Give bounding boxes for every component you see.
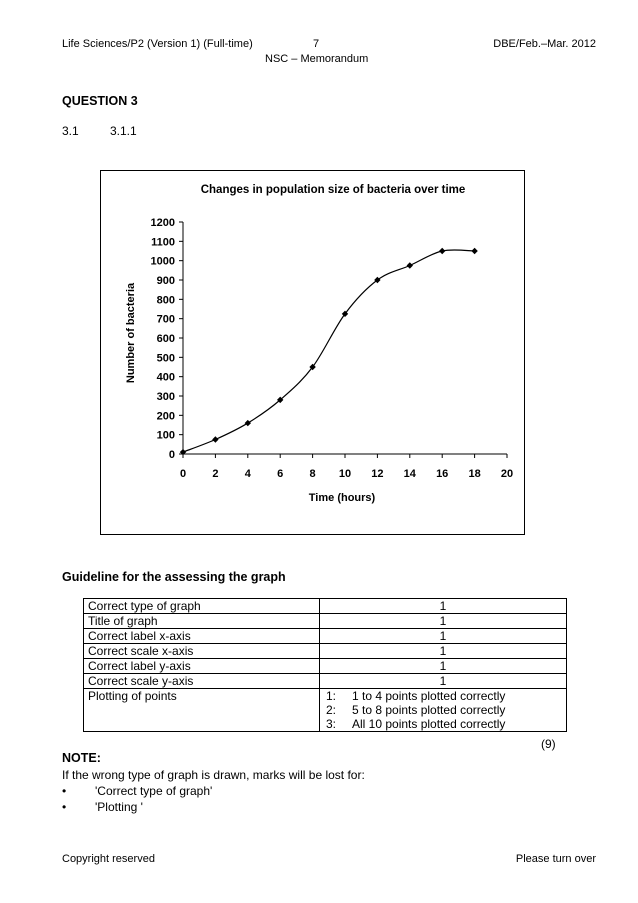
criterion-cell: Plotting of points: [84, 689, 320, 732]
x-tick-label: 14: [403, 468, 416, 480]
y-tick-label: 600: [156, 333, 175, 345]
y-tick-label: 400: [156, 371, 175, 384]
mark-cell: 1: [320, 659, 567, 674]
x-axis-label: Time (hours): [308, 492, 376, 504]
y-tick-label: 0: [168, 449, 175, 461]
criterion-cell: Title of graph: [84, 614, 320, 629]
mark-cell: 1: [320, 644, 567, 659]
guideline-row: [84, 599, 567, 614]
data-point: [212, 436, 218, 442]
guideline-row-plotting: [84, 689, 567, 732]
total-marks: (9): [541, 737, 556, 751]
y-tick-label: 300: [156, 391, 175, 403]
bullet-icon: •: [62, 784, 67, 798]
page-number: 7: [313, 38, 320, 50]
data-point: [407, 262, 413, 268]
plotting-level: [324, 717, 562, 731]
chart-title: Changes in population size of bacteria over time: [200, 184, 466, 196]
plotting-level-text: 5 to 8 points plotted correctly: [352, 703, 506, 717]
plotting-levels-cell: [320, 689, 567, 732]
population-chart: [101, 171, 526, 536]
data-point: [439, 248, 445, 254]
plotting-level-num: 2:: [326, 703, 337, 717]
criterion-cell: Correct type of graph: [84, 599, 320, 614]
footer-left: Copyright reserved: [62, 853, 155, 865]
note-heading: NOTE:: [62, 751, 101, 765]
note-text: If the wrong type of graph is drawn, marks will be lost for:: [62, 768, 365, 782]
plotting-level: [324, 689, 562, 703]
criterion-cell: Correct label x-axis: [84, 629, 320, 644]
y-axis-label: Number of bacteria: [125, 282, 137, 384]
guideline-table: [83, 598, 567, 732]
data-point: [471, 248, 477, 254]
y-tick-label: 500: [156, 352, 175, 365]
bullet-icon: •: [62, 800, 67, 814]
x-tick-label: 0: [179, 468, 187, 480]
x-tick-label: 6: [277, 468, 284, 480]
question-heading: QUESTION 3: [62, 94, 138, 108]
header-subtitle: NSC – Memorandum: [265, 53, 369, 65]
x-tick-label: 20: [500, 468, 514, 480]
chart-frame: [100, 170, 525, 535]
guideline-row: [84, 674, 567, 689]
guideline-row: [84, 614, 567, 629]
plotting-level-num: 1:: [326, 689, 337, 703]
y-tick-label: 1100: [151, 236, 175, 249]
mark-cell: 1: [320, 629, 567, 644]
guideline-row: [84, 644, 567, 659]
footer-right: Please turn over: [515, 853, 596, 865]
criterion-cell: Correct scale y-axis: [84, 674, 320, 689]
header-left: Life Sciences/P2 (Version 1) (Full-time): [62, 38, 253, 50]
x-tick-label: 8: [309, 468, 316, 480]
y-tick-label: 1200: [150, 217, 175, 229]
question-number: 3.1: [62, 124, 79, 138]
x-tick-label: 12: [371, 468, 384, 480]
criterion-cell: Correct scale x-axis: [84, 644, 320, 659]
data-point: [245, 420, 251, 426]
y-tick-label: 900: [156, 275, 175, 287]
y-tick-label: 800: [156, 294, 175, 307]
x-tick-label: 16: [436, 468, 449, 480]
x-tick-label: 10: [338, 468, 352, 480]
y-tick-label: 100: [156, 429, 175, 442]
x-tick-label: 2: [212, 468, 219, 480]
subquestion-number: 3.1.1: [110, 124, 137, 138]
series-line: [183, 250, 475, 452]
guideline-row: [84, 659, 567, 674]
y-tick-label: 200: [156, 410, 175, 423]
x-tick-label: 18: [468, 468, 481, 480]
note-bullet-1: 'Correct type of graph': [95, 784, 213, 798]
x-tick-label: 4: [244, 468, 251, 480]
plotting-level: [324, 703, 562, 717]
guideline-row: [84, 629, 567, 644]
header-right: DBE/Feb.–Mar. 2012: [493, 38, 596, 50]
plotting-level-text: 1 to 4 points plotted correctly: [352, 689, 506, 703]
guideline-title: Guideline for the assessing the graph: [62, 570, 286, 584]
plotting-level-text: All 10 points plotted correctly: [352, 717, 506, 731]
mark-cell: 1: [320, 614, 567, 629]
y-tick-label: 700: [156, 313, 175, 326]
mark-cell: 1: [320, 599, 567, 614]
mark-cell: 1: [320, 674, 567, 689]
note-bullet-2: 'Plotting ': [95, 800, 143, 814]
plotting-level-num: 3:: [326, 717, 337, 731]
criterion-cell: Correct label y-axis: [84, 659, 320, 674]
y-tick-label: 1000: [150, 255, 175, 268]
